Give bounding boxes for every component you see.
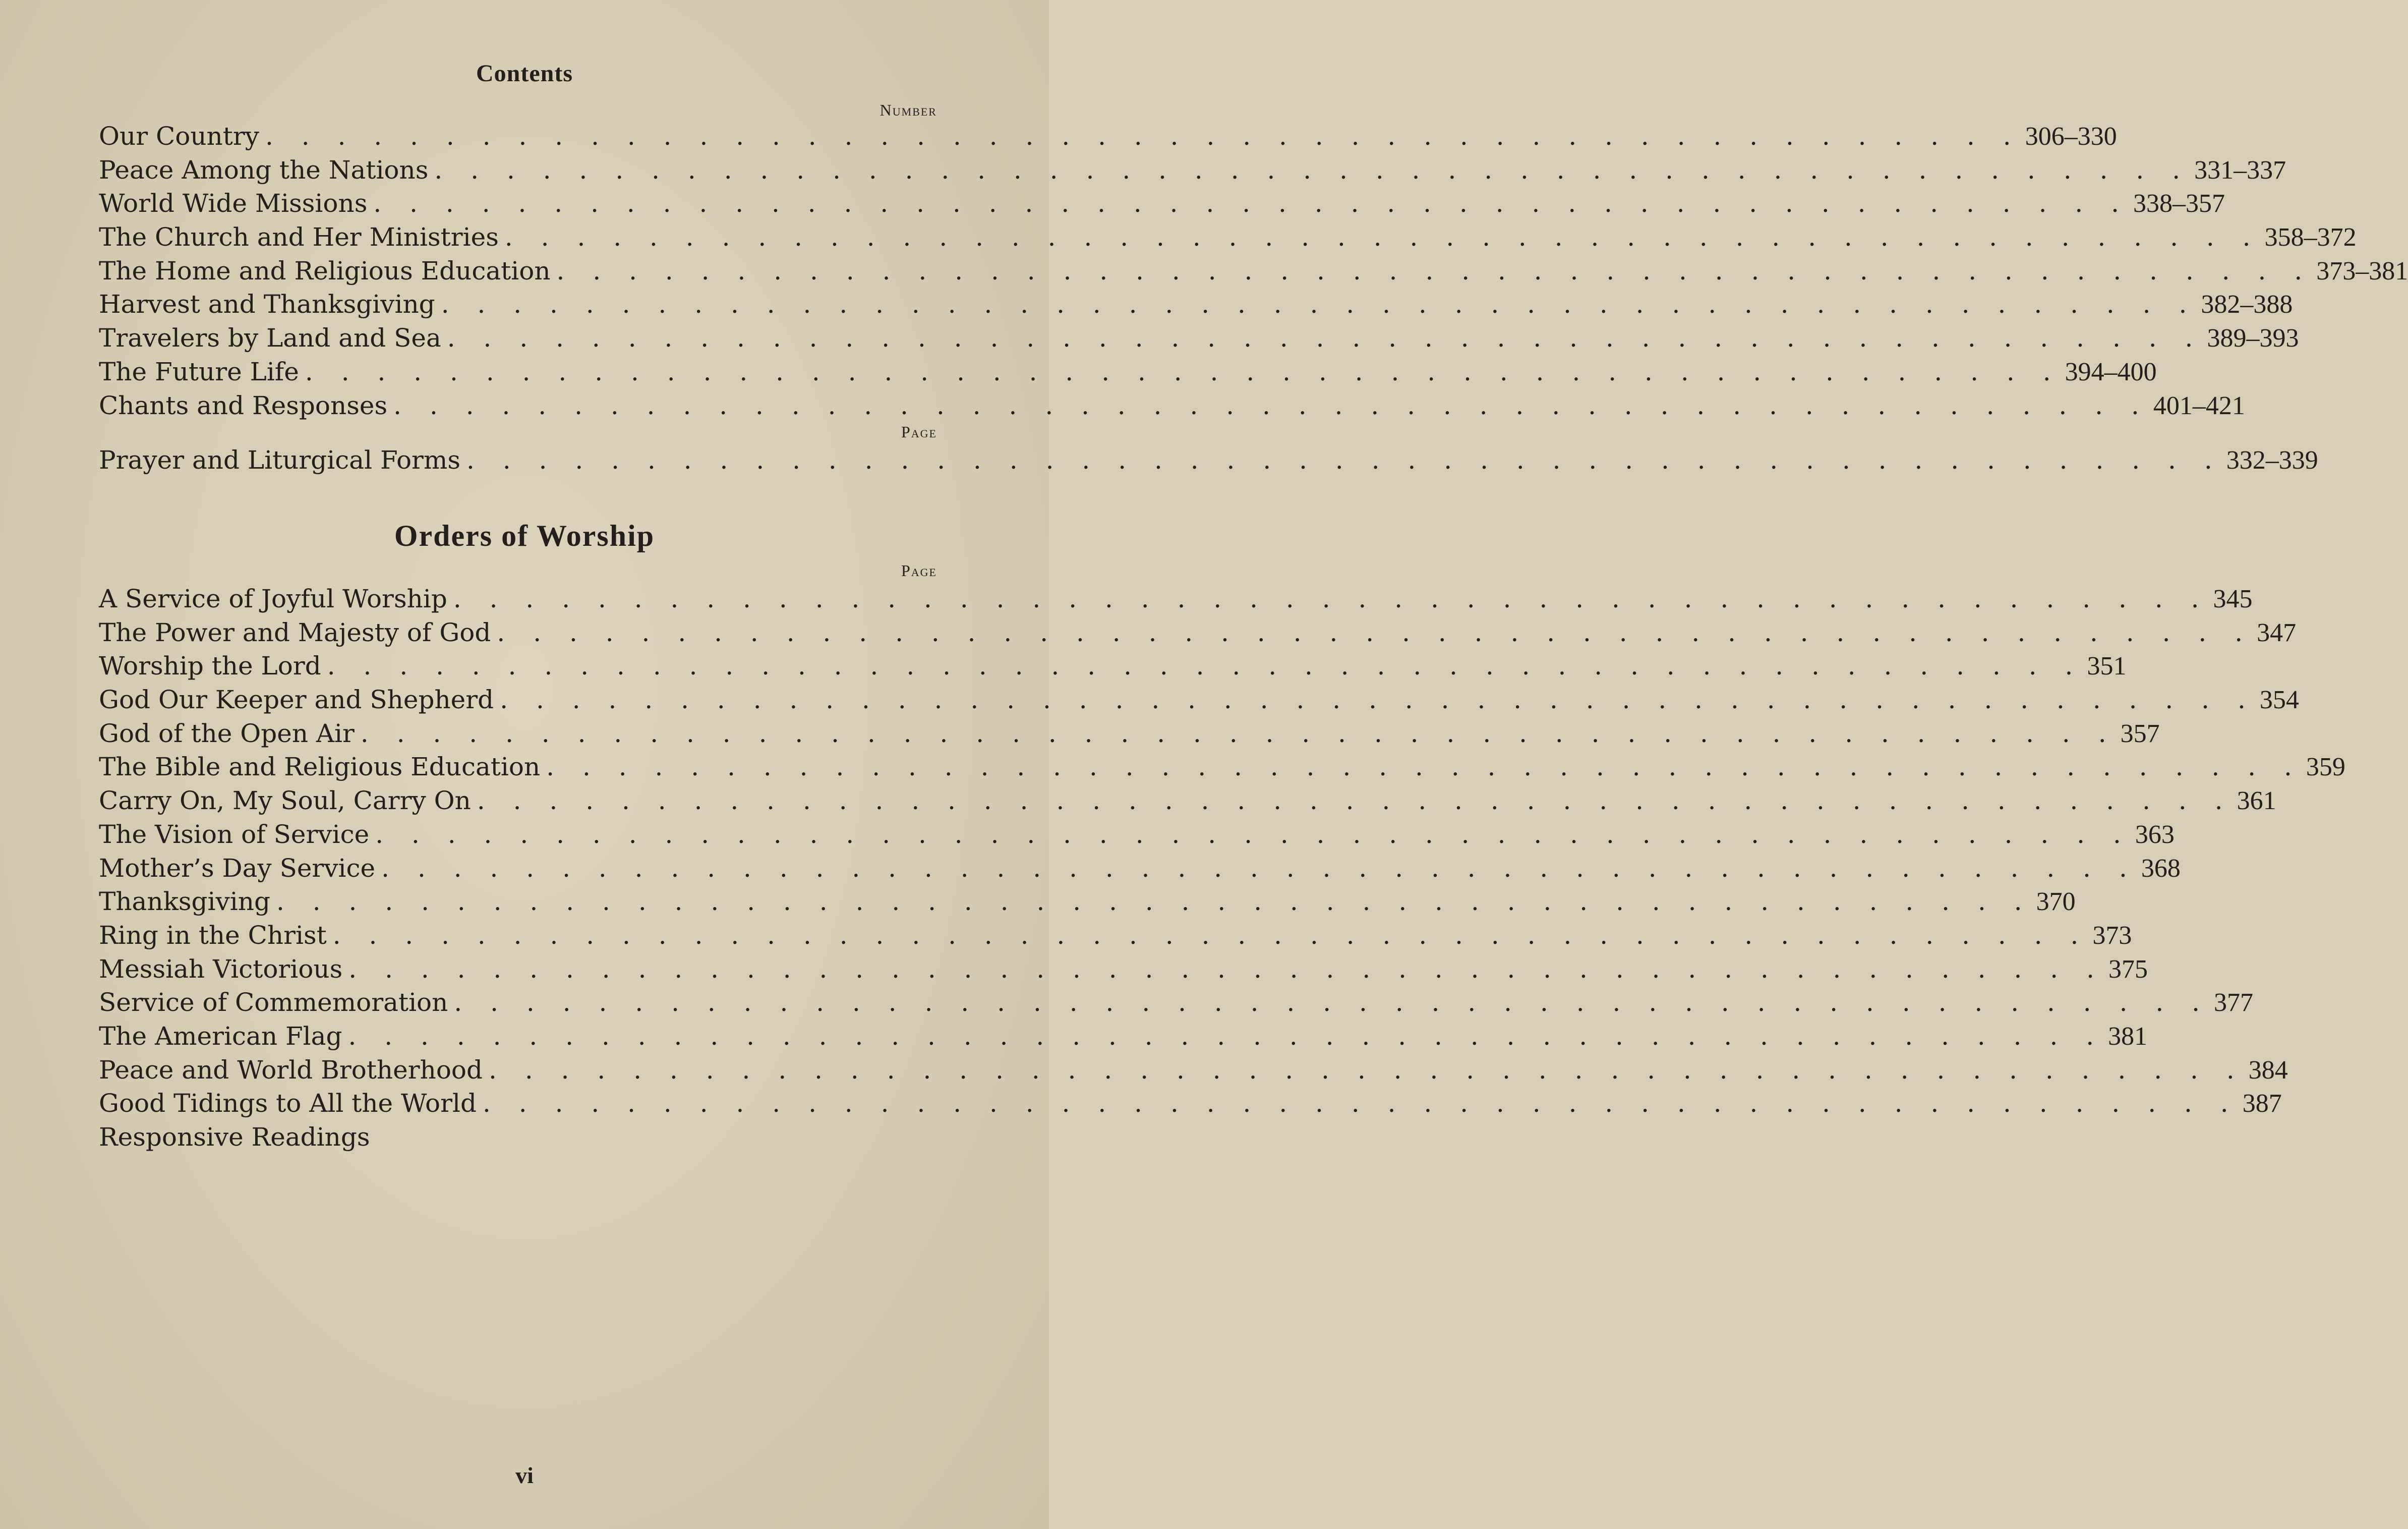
dot-leader: . . . . . . . . . . . . . . . . . . . . . . . . . . . . . . . . . . . . . . . . . . . . . . . . . <box>434 155 2191 185</box>
entry-page: 384 <box>2248 1055 2288 1085</box>
orders-entry <box>99 649 2127 683</box>
entry-page: 359 <box>2306 753 2345 782</box>
entry-page: 357 <box>2120 719 2160 748</box>
entry-title: Good Tidings to All the World <box>99 1089 477 1118</box>
dot-leader: . . . . . . . . . . . . . . . . . . . . . . . . . . . . . . . . . . . . . . . . . . . . . . . . . <box>332 920 2089 950</box>
entry-title: God of the Open Air <box>99 718 355 748</box>
contents-entry <box>99 153 2286 187</box>
entry-page: 368 <box>2141 854 2181 883</box>
entry-title: Ring in the Christ <box>99 920 327 950</box>
entry-page: 370 <box>2036 887 2076 917</box>
dot-leader: . . . . . . . . . . . . . . . . . . . . . . . . . . . . . . . . . . . . . . . . . . . . . . . . . <box>453 584 2209 613</box>
entry-title: The Church and Her Ministries <box>99 222 499 252</box>
entry-title: The American Flag <box>99 1021 342 1051</box>
entry-title: Worship the Lord <box>99 651 321 681</box>
entry-title: Mother’s Day Service <box>99 853 376 883</box>
entry-title: The Home and Religious Education <box>99 256 551 286</box>
entry-title: Our Country <box>99 122 259 151</box>
entry-page: 347 <box>2257 618 2297 647</box>
dot-leader: . . . . . . . . . . . . . . . . . . . . . . . . . . . . . . . . . . . . . . . . . . . . . . . . . <box>546 752 2302 782</box>
entry-number: 338–357 <box>2133 189 2225 218</box>
dot-leader: . . . . . . . . . . . . . . . . . . . . . . . . . . . . . . . . . . . . . . . . . . . . . . . . . <box>381 853 2137 883</box>
orders-entry <box>99 818 2175 852</box>
orders-entry <box>99 1087 2282 1120</box>
entry-title: A Service of Joyful Worship <box>99 584 447 613</box>
dot-leader: . . . . . . . . . . . . . . . . . . . . . . . . . . . . . . . . . . . . . . . . . . . . . . . . . <box>504 222 2261 252</box>
dot-leader: . . . . . . . . . . . . . . . . . . . . . . . . . . . . . . . . . . . . . . . . . . . . . . . . . <box>360 718 2117 748</box>
entry-page: 345 <box>2213 585 2253 613</box>
entry-number: 382–388 <box>2201 290 2293 319</box>
entry-page: 375 <box>2108 954 2148 984</box>
entry-number: 394–400 <box>2065 357 2157 386</box>
orders-entry <box>99 616 2297 650</box>
orders-entry <box>99 750 2345 784</box>
contents-entry <box>99 220 2357 254</box>
dot-leader: . . . . . . . . . . . . . . . . . . . . . . . . . . . . . . . . . . . . . . . . . . . . . . . . . <box>483 1089 2239 1118</box>
entry-title: God Our Keeper and Shepherd <box>99 685 494 715</box>
dot-leader: . . . . . . . . . . . . . . . . . . . . . . . . . . . . . . . . . . . . . . . . . . . . . . . . . <box>375 819 2131 849</box>
number-column-label: Number <box>879 101 937 119</box>
orders-entry <box>99 1120 937 1154</box>
entry-title: The Power and Majesty of God <box>99 617 491 647</box>
entry-number: 401–421 <box>2153 391 2245 420</box>
dot-leader: . . . . . . . . . . . . . . . . . . . . . . . . . . . . . . . . . . . . . . . . . . . . . . . . . <box>489 1055 2245 1085</box>
dot-leader: . . . . . . . . . . . . . . . . . . . . . . . . . . . . . . . . . . . . . . . . . . . . . . . . . <box>305 357 2061 386</box>
entry-title: Thanksgiving <box>99 887 270 917</box>
orders-entry <box>99 986 2254 1020</box>
entry-page: 381 <box>2108 1022 2148 1051</box>
contents-entry <box>99 443 2318 477</box>
dot-leader: . . . . . . . . . . . . . . . . . . . . . . . . . . . . . . . . . . . . . . . . . . . . . . . . . <box>276 887 2032 917</box>
dot-leader: . . . . . . . . . . . . . . . . . . . . . . . . . . . . . . . . . . . . . . . . . . . . . . . . . <box>441 290 2197 319</box>
orders-entry <box>99 784 2276 818</box>
orders-list <box>99 582 2345 1154</box>
entry-title: Peace Among the Nations <box>99 155 429 185</box>
contents-heading: Contents <box>476 60 573 87</box>
contents-entry <box>99 321 2299 355</box>
dot-leader: . . . . . . . . . . . . . . . . . . . . . . . . . . . . . . . . . . . . . . . . . . . . . . . . . <box>454 988 2210 1017</box>
dot-leader: . . . . . . . . . . . . . . . . . . . . . . . . . . . . . . . . . . . . . . . . . . . . . . . . . <box>348 954 2104 984</box>
contents-entry <box>99 288 2293 321</box>
entry-title: The Future Life <box>99 357 299 386</box>
orders-entry <box>99 919 2132 952</box>
entry-title: Chants and Responses <box>99 390 388 420</box>
orders-entry <box>99 1053 2288 1087</box>
contents-entry <box>99 120 2117 153</box>
entry-page: 351 <box>2087 652 2127 681</box>
entry-title: Messiah Victorious <box>99 954 343 984</box>
orders-entry <box>99 717 2160 751</box>
dot-leader: . . . . . . . . . . . . . . . . . . . . . . . . . . . . . . . . . . . . . . . . . . . . . . . . . <box>327 651 2083 681</box>
page-column-label: Page <box>901 423 937 441</box>
orders-entry <box>99 852 2181 885</box>
entry-number: 306–330 <box>2025 122 2117 151</box>
entry-title: Carry On, My Soul, Carry On <box>99 786 471 816</box>
dot-leader: . . . . . . . . . . . . . . . . . . . . . . . . . . . . . . . . . . . . . . . . . . . . . . . . . <box>447 323 2203 353</box>
contents-entry <box>99 389 2245 423</box>
dot-leader: . . . . . . . . . . . . . . . . . . . . . . . . . . . . . . . . . . . . . . . . . . . . . . . . . <box>466 445 2222 475</box>
orders-of-worship-heading: Orders of Worship <box>394 519 655 552</box>
dot-leader: . . . . . . . . . . . . . . . . . . . . . . . . . . . . . . . . . . . . . . . . . . . . . . . . . <box>393 390 2149 420</box>
entry-title: Service of Commemoration <box>99 988 448 1017</box>
orders-entry <box>99 1020 2148 1053</box>
page-number: vi <box>515 1462 534 1488</box>
dot-leader: . . . . . . . . . . . . . . . . . . . . . . . . . . . . . . . . . . . . . . . . . . . . . . . . . <box>373 189 2130 218</box>
contents-entry <box>99 355 2157 389</box>
dot-leader: . . . . . . . . . . . . . . . . . . . . . . . . . . . . . . . . . . . . . . . . . . . . . . . . . <box>556 256 2313 286</box>
orders-entry <box>99 885 2076 919</box>
entry-title: Prayer and Liturgical Forms <box>99 445 461 475</box>
entry-title: Responsive Readings <box>99 1122 370 1152</box>
entry-number: 373–381 <box>2316 256 2408 286</box>
entry-number: 331–337 <box>2194 155 2286 185</box>
dot-leader: . . . . . . . . . . . . . . . . . . . . . . . . . . . . . . . . . . . . . . . . . . . . . . . . . <box>500 685 2256 715</box>
entry-number: 332–339 <box>2226 446 2318 475</box>
dot-leader: . . . . . . . . . . . . . . . . . . . . . . . . . . . . . . . . . . . . . . . . . . . . . . . . . <box>477 786 2233 816</box>
entry-title: World Wide Missions <box>99 189 368 218</box>
entry-page: 354 <box>2259 686 2299 715</box>
entry-page: 363 <box>2135 820 2175 849</box>
entry-number: 389–393 <box>2207 324 2299 353</box>
dot-leader: . . . . . . . . . . . . . . . . . . . . . . . . . . . . . . . . . . . . . . . . . . . . . . . . . <box>265 122 2021 151</box>
dot-leader: . . . . . . . . . . . . . . . . . . . . . . . . . . . . . . . . . . . . . . . . . . . . . . . . . <box>497 617 2253 647</box>
contents-list <box>99 120 2408 422</box>
entry-page: 377 <box>2214 988 2254 1017</box>
entry-page: 361 <box>2237 786 2276 816</box>
contents-entry <box>99 254 2408 288</box>
orders-entry <box>99 683 2299 717</box>
entry-page: 387 <box>2242 1089 2282 1118</box>
entry-title: The Bible and Religious Education <box>99 752 541 782</box>
entry-number: 358–372 <box>2264 223 2357 252</box>
entry-title: Travelers by Land and Sea <box>99 323 441 353</box>
orders-entry <box>99 952 2148 986</box>
entry-title: Peace and World Brotherhood <box>99 1055 483 1085</box>
entry-title: The Vision of Service <box>99 819 370 849</box>
entry-title: Harvest and Thanksgiving <box>99 290 435 319</box>
orders-entry <box>99 582 2253 616</box>
entry-page: 373 <box>2092 921 2132 950</box>
contents-entry <box>99 187 2225 220</box>
contents-list-page <box>99 443 2318 477</box>
dot-leader: . . . . . . . . . . . . . . . . . . . . . . . . . . . . . . . . . . . . . . . . . . . . . . . . . <box>348 1021 2104 1051</box>
orders-page-column-label: Page <box>901 561 937 580</box>
